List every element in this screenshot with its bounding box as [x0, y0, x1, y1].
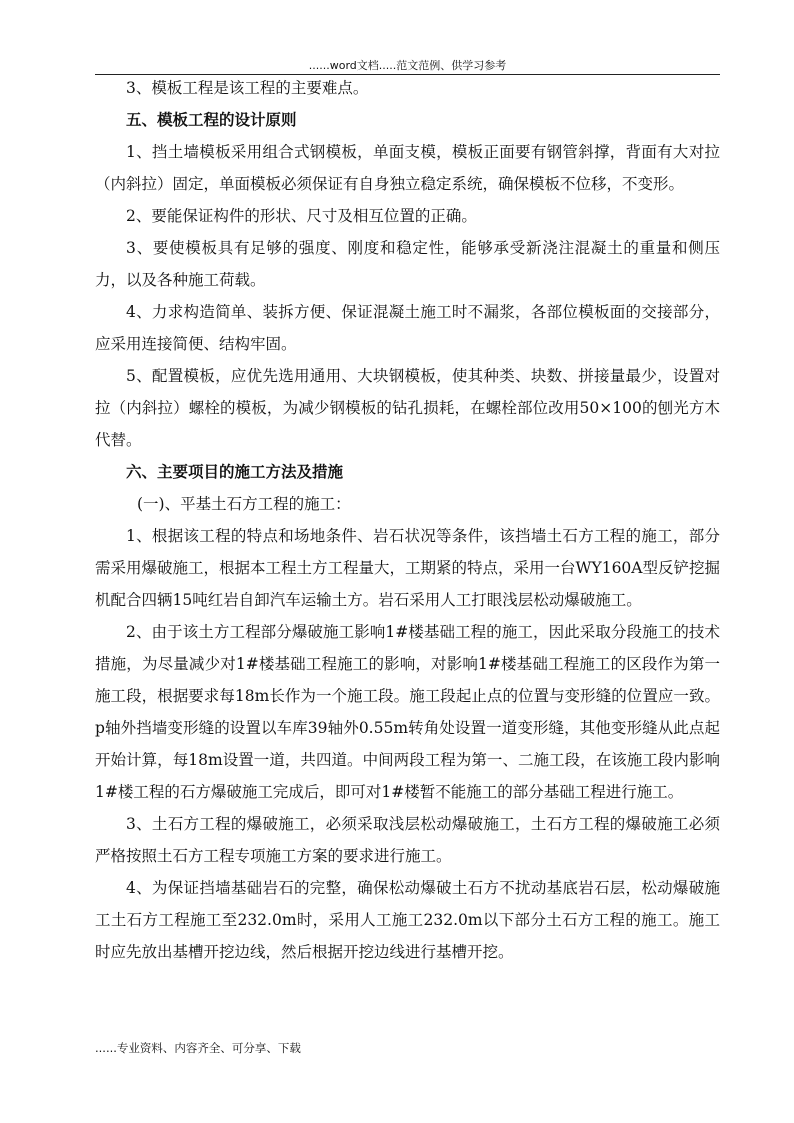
paragraph-5-1: 1、挡土墙模板采用组合式钢模板，单面支模，模板正面要有钢管斜撑，背面有大对拉（内斜拉）固定，单面模板必须保证有自身独立稳定系统，确保模板不位移，不变形。 [95, 143, 720, 193]
paragraph-5-2: 2、要能保证构件的形状、尺寸及相互位置的正确。 [126, 207, 477, 225]
section-heading-6: 六、主要项目的施工方法及措施 [126, 463, 344, 481]
paragraph-intro-3: 3、模板工程是该工程的主要难点。 [126, 79, 369, 97]
section-heading-5: 五、模板工程的设计原则 [126, 111, 297, 129]
document-body [95, 72, 720, 968]
page-footer: ......专业资料、内容齐全、可分享、下载 [95, 1041, 301, 1055]
paragraph-6-4: 4、为保证挡墙基础岩石的完整，确保松动爆破土石方不扰动基底岩石层，松动爆破施工土石方工程施工至232.0m时，采用人工施工232.0m以下部分土石方工程的施工。施工时应先放出基槽开挖边线，然后根据开挖边线进行基槽开挖。 [95, 879, 720, 961]
paragraph-6-2: 2、由于该土方工程部分爆破施工影响1#楼基础工程的施工，因此采取分段施工的技术措施，为尽量减少对1#楼基础工程施工的影响，对影响1#楼基础工程施工的区段作为第一施工段，根据要求每18m长作为一个施工段。施工段起止点的位置与变形缝的位置应一致。p轴外挡墙变形缝的设置以车库39轴外0.55m转角处设置一道变形缝，其他变形缝从此点起开始计算，每18m设置一道，共四道。中间两段工程为第一、二施工段，在该施工段内影响1#楼工程的石方爆破施工完成后，即可对1#楼暂不能施工的部分基础工程进行施工。 [95, 623, 720, 801]
subsection-heading-6-1: (一)、平基土石方工程的施工： [137, 495, 351, 513]
paragraph-5-3: 3、要使模板具有足够的强度、刚度和稳定性，能够承受新浇注混凝土的重量和侧压力，以及各种施工荷载。 [95, 239, 720, 289]
paragraph-6-3: 3、土石方工程的爆破施工，必须采取浅层松动爆破施工，土石方工程的爆破施工必须严格按照土石方工程专项施工方案的要求进行施工。 [95, 815, 720, 865]
paragraph-5-4: 4、力求构造简单、装拆方便、保证混凝土施工时不漏浆，各部位模板面的交接部分，应采用连接简便、结构牢固。 [95, 303, 720, 353]
page-header: ......word文档.....范文范例、供学习参考 [308, 59, 507, 72]
paragraph-6-1: 1、根据该工程的特点和场地条件、岩石状况等条件，该挡墙土石方工程的施工，部分需采用爆破施工，根据本工程土方工程量大，工期紧的特点，采用一台WY160A型反铲挖掘机配合四辆15吨红岩自卸汽车运输土方。岩石采用人工打眼浅层松动爆破施工。 [95, 527, 720, 609]
paragraph-5-5: 5、配置模板，应优先选用通用、大块钢模板，使其种类、块数、拼接量最少，设置对拉（内斜拉）螺栓的模板，为减少钢模板的钻孔损耗，在螺栓部位改用50×100的刨光方木代替。 [95, 367, 720, 449]
